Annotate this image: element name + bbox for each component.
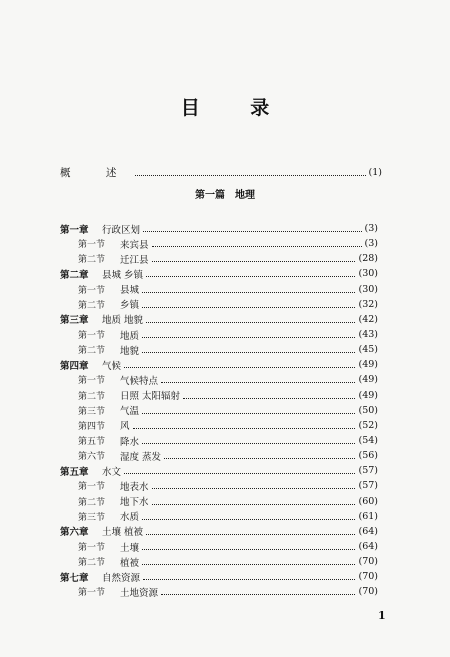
chapter-entry: [60, 221, 378, 236]
dot-leader: [142, 443, 355, 444]
chapter-entry: [60, 357, 378, 372]
section-entry: [60, 509, 378, 524]
dot-leader: [152, 246, 362, 247]
entry-number: 第四章: [60, 360, 89, 372]
entry-title: 气候: [102, 360, 122, 372]
entry-title: 县城 乡镇: [102, 269, 144, 281]
dot-leader: [142, 549, 355, 550]
entry-page: (45): [358, 344, 378, 356]
entry-number: 第六节: [78, 452, 106, 463]
entry-title: 乡镇: [120, 300, 140, 312]
section-entry: [60, 403, 378, 418]
overview-label: 概 述: [60, 166, 133, 179]
chapter-entry: [60, 569, 378, 584]
entry-title: 水质: [120, 512, 140, 524]
chapter-entry: [60, 463, 378, 478]
entry-page: (43): [358, 329, 378, 341]
entry-page: (61): [358, 510, 378, 522]
entry-number: 第二节: [78, 300, 106, 311]
section-entry: [60, 236, 378, 251]
entry-number: 第一节: [78, 482, 106, 493]
entry-page: (30): [358, 268, 378, 280]
dot-leader: [142, 413, 355, 414]
page-number: 1: [378, 609, 386, 622]
entry-title: 县城: [120, 285, 140, 297]
chapter-entry: [60, 312, 378, 327]
section-entry: [60, 327, 378, 342]
dot-leader: [133, 428, 356, 429]
entry-title: 土地资源: [120, 587, 159, 599]
entry-page: (28): [358, 253, 378, 265]
entry-title: 日照 太阳辐射: [120, 391, 181, 403]
entry-number: 第一节: [78, 588, 106, 599]
dot-leader: [152, 261, 356, 262]
chapter-entry: [60, 524, 378, 539]
entry-title: 来宾县: [120, 239, 149, 251]
entry-page: (64): [358, 525, 378, 537]
dot-leader: [161, 594, 355, 595]
dot-leader: [146, 534, 355, 535]
entry-number: 第五节: [78, 437, 106, 448]
section-entry: [60, 448, 378, 463]
entry-page: (49): [358, 374, 378, 386]
entry-number: 第七章: [60, 572, 89, 584]
entry-number: 第一节: [78, 285, 106, 296]
part-number: 第一篇: [195, 190, 225, 201]
toc-list: [60, 221, 378, 600]
entry-number: 第一章: [60, 224, 89, 236]
entry-page: (49): [358, 389, 378, 401]
entry-title: 气候特点: [120, 375, 159, 387]
section-entry: [60, 554, 378, 569]
entry-number: 第二章: [60, 269, 89, 281]
entry-number: 第五章: [60, 466, 89, 478]
dot-leader: [161, 382, 355, 383]
dot-leader: [146, 322, 355, 323]
dot-leader: [135, 175, 365, 176]
section-entry: [60, 282, 378, 297]
entry-title: 土壤: [120, 542, 140, 554]
entry-number: 第一节: [78, 376, 106, 387]
entry-number: 第二节: [78, 497, 106, 508]
entry-number: 第一节: [78, 543, 106, 554]
entry-page: (70): [358, 586, 378, 598]
entry-title: 地质: [120, 330, 140, 342]
entry-number: 第三节: [78, 406, 106, 417]
section-entry: [60, 342, 378, 357]
dot-leader: [142, 564, 355, 565]
entry-title: 地下水: [120, 497, 149, 509]
dot-leader: [124, 473, 355, 474]
entry-title: 气温: [120, 406, 140, 418]
entry-page: (70): [358, 556, 378, 568]
entry-page: (3): [364, 238, 378, 250]
overview-page: (1): [368, 166, 382, 178]
entry-title: 自然资源: [102, 572, 141, 584]
entry-title: 迁江县: [120, 254, 149, 266]
dot-leader: [143, 579, 355, 580]
section-entry: [60, 539, 378, 554]
entry-page: (57): [358, 480, 378, 492]
entry-page: (30): [358, 283, 378, 295]
section-entry: [60, 478, 378, 493]
entry-number: 第三章: [60, 315, 89, 327]
entry-title: 地质 地貌: [102, 315, 144, 327]
dot-leader: [142, 292, 355, 293]
page-title: 目 录: [180, 97, 292, 119]
entry-page: (56): [358, 450, 378, 462]
entry-page: (32): [358, 298, 378, 310]
entry-page: (42): [358, 313, 378, 325]
dot-leader: [152, 488, 356, 489]
entry-number: 第二节: [78, 391, 106, 402]
entry-number: 第一节: [78, 331, 106, 342]
dot-leader: [143, 231, 362, 232]
entry-title: 水文: [102, 466, 122, 478]
section-entry: [60, 372, 378, 387]
section-entry: [60, 494, 378, 509]
dot-leader: [142, 307, 355, 308]
part-heading: [0, 186, 450, 201]
part-title: 地理: [235, 190, 255, 201]
entry-title: 地表水: [120, 481, 149, 493]
entry-number: 第四节: [78, 421, 106, 432]
section-entry: [60, 433, 378, 448]
entry-page: (60): [358, 495, 378, 507]
dot-leader: [142, 337, 355, 338]
section-entry: [60, 584, 378, 599]
section-entry: [60, 418, 378, 433]
entry-title: 地貌: [120, 345, 140, 357]
section-entry: [60, 297, 378, 312]
entry-number: 第六章: [60, 527, 89, 539]
chapter-entry: [60, 266, 378, 281]
dot-leader: [152, 504, 356, 505]
entry-title: 行政区划: [102, 224, 141, 236]
entry-number: 第二节: [78, 558, 106, 569]
entry-page: (54): [358, 435, 378, 447]
entry-title: 风: [120, 421, 130, 433]
entry-page: (70): [358, 571, 378, 583]
dot-leader: [146, 276, 355, 277]
section-entry: [60, 251, 378, 266]
entry-page: (52): [358, 419, 378, 431]
entry-title: 植被: [120, 557, 140, 569]
entry-page: (64): [358, 541, 378, 553]
entry-title: 湿度 蒸发: [120, 451, 162, 463]
dot-leader: [164, 458, 355, 459]
entry-number: 第三节: [78, 512, 106, 523]
entry-number: 第一节: [78, 240, 106, 251]
dot-leader: [142, 352, 355, 353]
dot-leader: [183, 398, 355, 399]
section-entry: [60, 388, 378, 403]
entry-page: (50): [358, 404, 378, 416]
entry-number: 第二节: [78, 255, 106, 266]
dot-leader: [142, 519, 355, 520]
entry-number: 第二节: [78, 346, 106, 357]
dot-leader: [124, 367, 355, 368]
entry-title: 降水: [120, 436, 140, 448]
entry-title: 土壤 植被: [102, 527, 144, 539]
entry-page: (3): [364, 223, 378, 235]
overview-entry: [60, 164, 382, 180]
entry-page: (57): [358, 465, 378, 477]
entry-page: (49): [358, 359, 378, 371]
